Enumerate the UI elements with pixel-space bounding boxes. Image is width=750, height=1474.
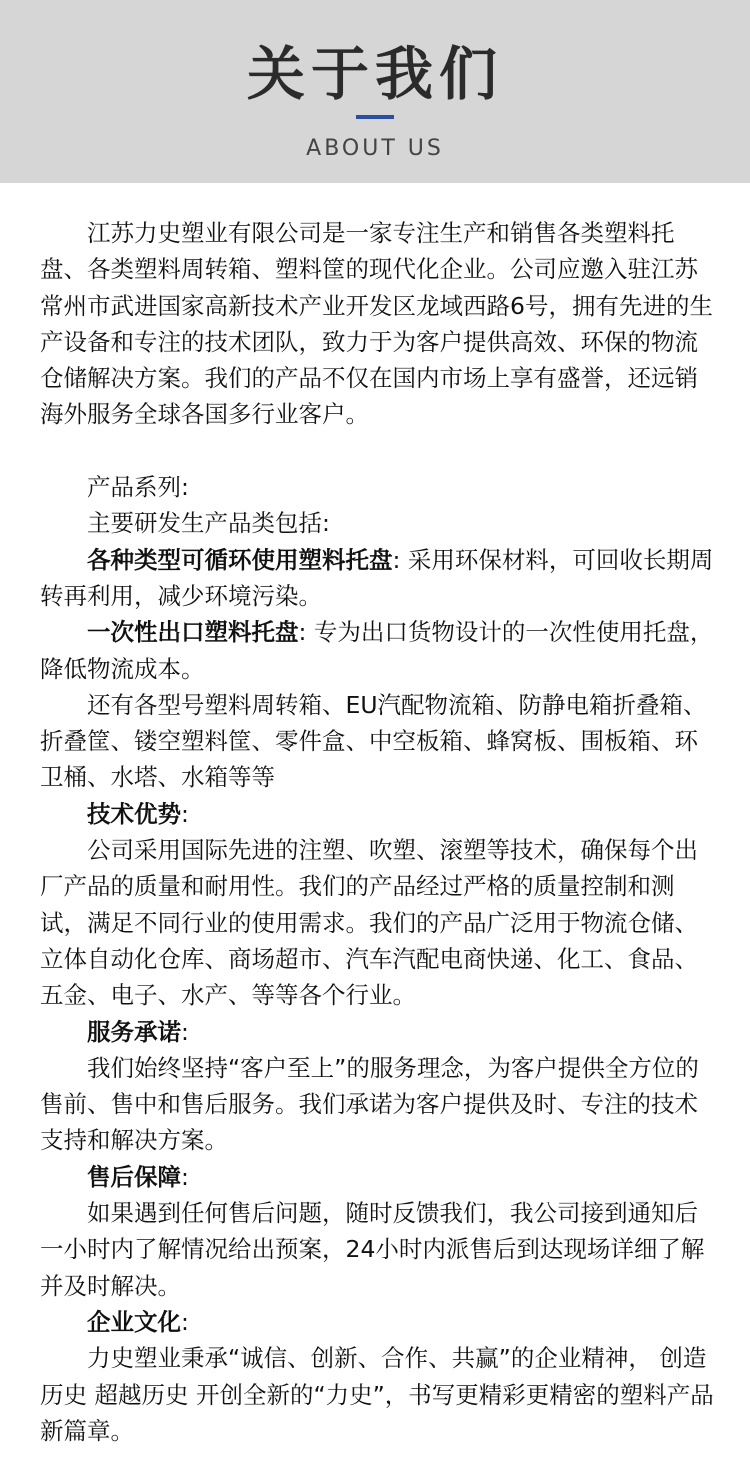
- culture-title: 企业文化: [87, 1307, 181, 1336]
- aftersale-heading: [40, 1159, 714, 1195]
- title-accent-bar: [356, 115, 394, 119]
- product1-title: 各种类型可循环使用塑料托盘: [87, 545, 393, 574]
- tech-heading: [40, 796, 714, 832]
- service-paragraph: 我们始终坚持“客户至上”的服务理念，为客户提供全方位的售前、售中和售后服务。我们承诺为客户提供及时、专注的技术支持和解决方案。: [40, 1053, 699, 1155]
- series-label: 产品系列:: [87, 473, 189, 502]
- page-header: [0, 0, 750, 183]
- aftersale-colon: :: [181, 1162, 189, 1191]
- other-products-paragraph: 还有各型号塑料周转箱、EU汽配物流箱、防静电箱折叠箱、折叠筐、镂空塑料筐、零件盒、中空板箱、蜂窝板、围板箱、环卫桶、水塔、水箱等等: [40, 690, 707, 792]
- product1-paragraph: [40, 542, 714, 615]
- aftersale-title: 售后保障: [87, 1162, 181, 1191]
- service-colon: :: [181, 1017, 189, 1046]
- about-content: [40, 215, 714, 1449]
- culture-heading: [40, 1304, 714, 1340]
- product1-text: : 采用环保材料，可回收长期周转再利用，减少环境污染。: [40, 545, 714, 610]
- product2-text: : 专为出口货物设计的一次性使用托盘，降低物流成本。: [40, 618, 714, 683]
- culture-paragraph: 力史塑业秉承“诚信、创新、合作、共赢”的企业精神， 创造历史 超越历史 开创全新的“力史”，书写更精彩更精密的塑料产品新篇章。: [40, 1344, 714, 1445]
- page-title: 关于我们: [246, 40, 503, 108]
- page-subtitle: ABOUT US: [306, 136, 444, 161]
- service-title: 服务承诺: [87, 1017, 181, 1046]
- tech-title: 技术优势: [87, 799, 181, 828]
- culture-colon: :: [181, 1307, 189, 1336]
- product2-title: 一次性出口塑料托盘: [87, 618, 299, 647]
- intro-paragraph: 江苏力史塑业有限公司是一家专注生产和销售各类塑料托盘、各类塑料周转箱、塑料筐的现代化企业。公司应邀入驻江苏常州市武进国家高新技术产业开发区龙域西路6号，拥有先进的生产设备和专注的技术团队，致力于为客户提供高效、环保的物流仓储解决方案。我们的产品不仅在国内市场上享有盛誉，还远销海外服务全球各国多行业客户。: [40, 219, 713, 429]
- service-heading: [40, 1014, 714, 1050]
- aftersale-paragraph: 如果遇到任何售后问题，随时反馈我们，我公司接到通知后一小时内了解情况给出预案，24小时内派售后到达现场详细了解并及时解决。: [40, 1199, 705, 1300]
- tech-paragraph: 公司采用国际先进的注塑、吹塑、滚塑等技术，确保每个出厂产品的质量和耐用性。我们的产品经过严格的质量控制和测试，满足不同行业的使用需求。我们的产品广泛用于物流仓储、立体自动化仓库、商场超市、汽车汽配电商快递、化工、食品、五金、电子、水产、等等各个行业。: [40, 836, 698, 1010]
- tech-colon: :: [181, 799, 189, 828]
- product2-paragraph: [40, 614, 714, 687]
- main-products-label: 主要研发生产品类包括:: [87, 509, 330, 538]
- paragraph-spacer: [40, 433, 714, 469]
